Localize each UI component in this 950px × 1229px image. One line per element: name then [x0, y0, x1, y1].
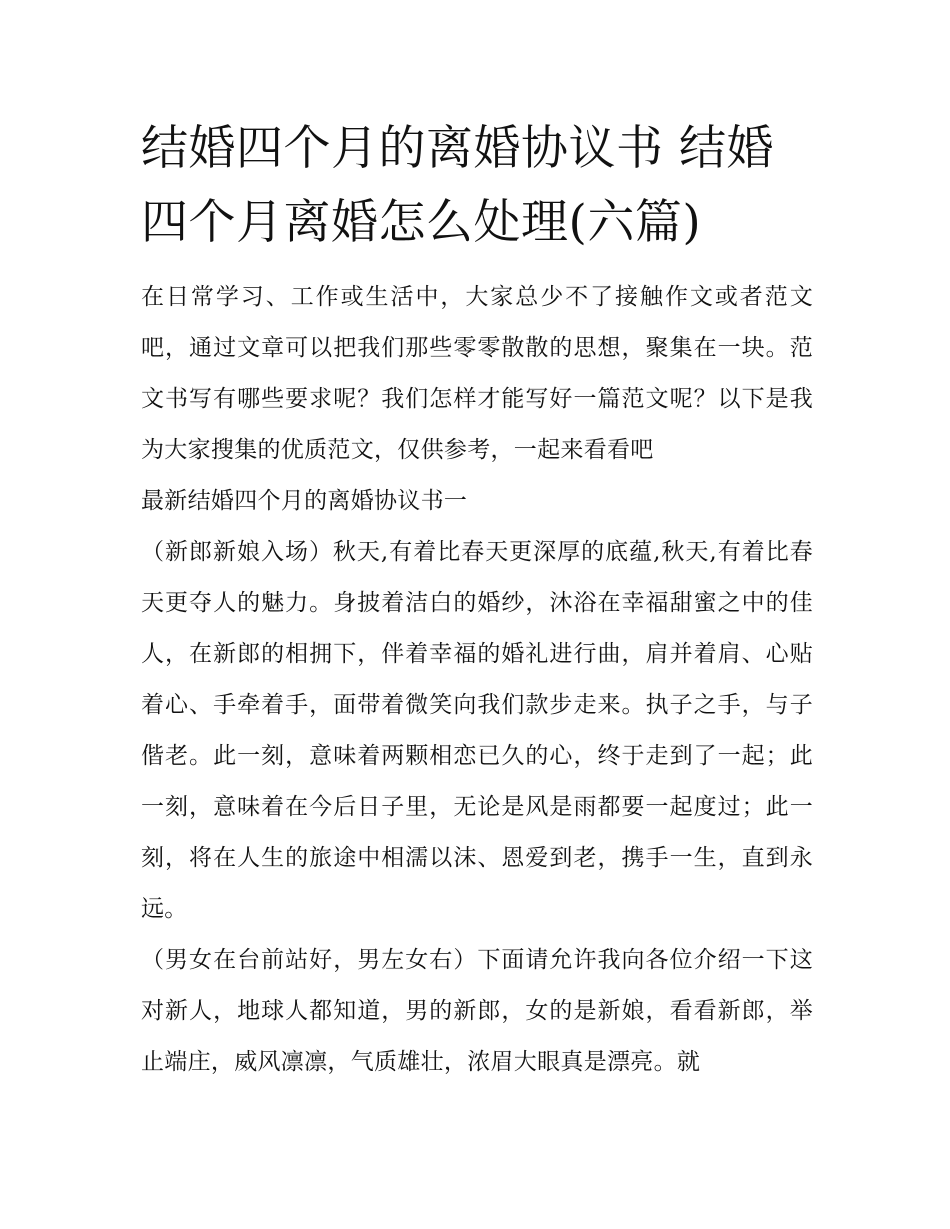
body-paragraph-1: （新郎新娘入场）秋天,有着比春天更深厚的底蕴,秋天,有着比春天更夺人的魅力。身披着洁白的婚纱，沐浴在幸福甜蜜之中的佳人，在新郎的相拥下，伴着幸福的婚礼进行曲，肩并着肩、心贴着心、手牵着手，面带着微笑向我们款步走来。执子之手，与子偕老。此一刻，意味着两颗相恋已久的心，终于走到了一起；此一刻，意味着在今后日子里，无论是风是雨都要一起度过；此一刻，将在人生的旅途中相濡以沫、恩爱到老，携手一生，直到永远。 — [141, 539, 813, 922]
body-paragraph-2: （男女在台前站好，男左女右）下面请允许我向各位介绍一下这对新人，地球人都知道，男的新郎，女的是新娘，看看新郎，举止端庄，威风凛凛，气质雄壮，浓眉大眼真是漂亮。就 — [141, 947, 813, 1075]
intro-paragraph: 在日常学习、工作或生活中，大家总少不了接触作文或者范文吧，通过文章可以把我们那些零零散散的思想，聚集在一块。范文书写有哪些要求呢？我们怎样才能写好一篇范文呢？以下是我为大家搜集的优质范文，仅供参考，一起来看看吧 — [141, 284, 813, 463]
document-page — [141, 112, 813, 1088]
section-heading: 最新结婚四个月的离婚协议书一 — [141, 488, 468, 514]
document-title: 结婚四个月的离婚协议书 结婚四个月离婚怎么处理(六篇) — [141, 121, 774, 250]
document-body — [141, 272, 813, 1088]
